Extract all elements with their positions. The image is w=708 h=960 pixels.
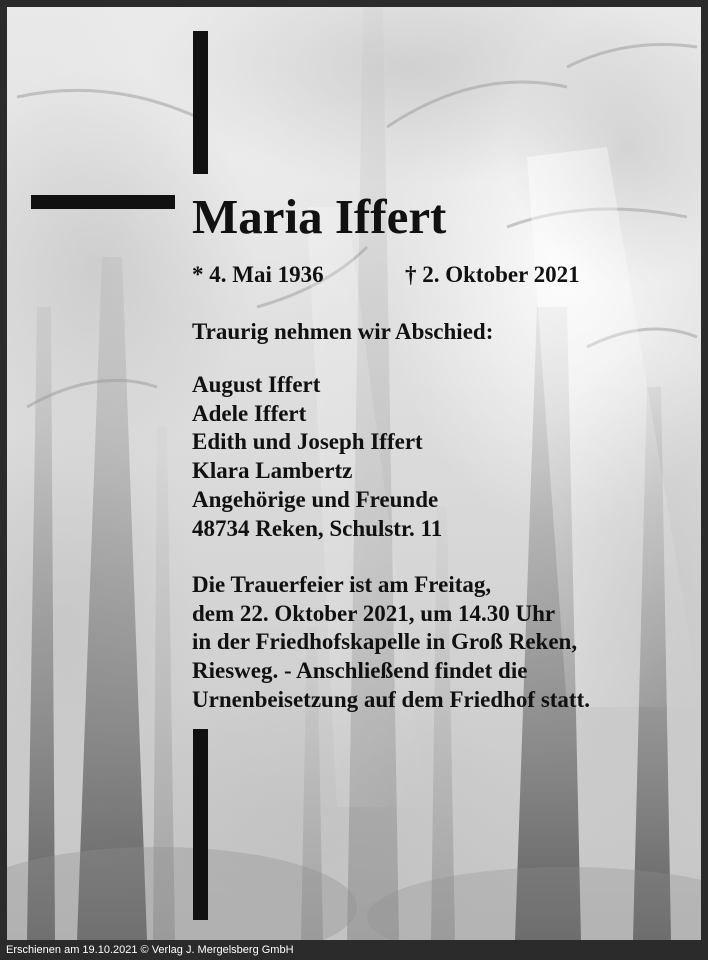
mourner-address: 48734 Reken, Schulstr. 11	[192, 515, 443, 541]
birth-date: * 4. Mai 1936	[192, 262, 324, 287]
mourners-list	[192, 371, 442, 543]
cross-icon-vertical-top	[193, 31, 208, 174]
mourner-line: Adele Iffert	[192, 400, 307, 426]
mourner-line: Edith und Joseph Iffert	[192, 429, 423, 455]
deceased-name: Maria Iffert	[192, 189, 447, 244]
service-line: Die Trauerfeier ist am Freitag,	[192, 572, 492, 597]
mourner-line: Angehörige und Freunde	[192, 486, 439, 512]
farewell-line: Traurig nehmen wir Abschied:	[192, 319, 494, 344]
service-line: dem 22. Oktober 2021, um 14.30 Uhr	[192, 600, 556, 626]
obituary-notice	[7, 7, 701, 940]
death-date: † 2. Oktober 2021	[405, 262, 580, 287]
cross-icon-horizontal	[31, 195, 175, 209]
funeral-service-info	[192, 571, 590, 715]
mourner-line: August Iffert	[192, 372, 321, 397]
cross-icon-vertical-bottom	[193, 729, 208, 920]
mourner-line: Klara Lambertz	[192, 458, 353, 484]
farewell-text	[192, 318, 493, 347]
publication-footer: Erschienen am 19.10.2021 © Verlag J. Mergelsberg GmbH	[6, 944, 294, 956]
service-line: Urnenbeisetzung auf dem Friedhof statt.	[192, 686, 590, 712]
service-line: in der Friedhofskapelle in Groß Reken,	[192, 629, 578, 655]
service-line: Riesweg. - Anschließend findet die	[192, 658, 528, 684]
